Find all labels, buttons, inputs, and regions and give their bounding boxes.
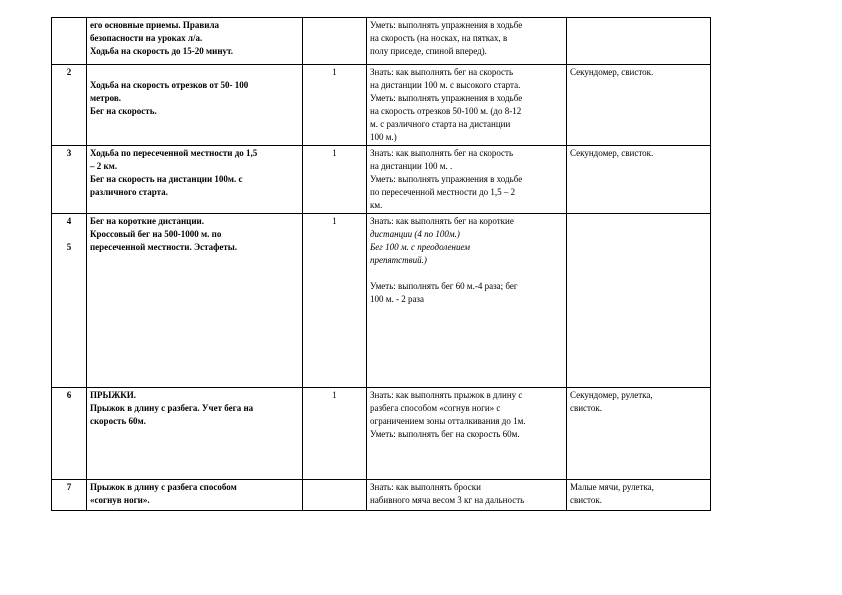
lesson-equipment [567, 65, 711, 146]
requirement-line: Уметь: выполнять упражнения в ходьбе [370, 174, 523, 184]
table-row [52, 65, 711, 146]
requirement-line: по пересеченной местности до 1,5 – 2 [370, 187, 516, 197]
lesson-number: 2 [52, 65, 87, 146]
topic-line: Бег на короткие дистанции. [90, 216, 204, 226]
lesson-number: 3 [52, 146, 87, 214]
requirement-line: дистанции (4 по 100м.) [370, 229, 460, 239]
table-row [52, 214, 711, 388]
lesson-equipment [567, 480, 711, 511]
requirement-line: набивного мяча весом 3 кг на дальность [370, 495, 525, 505]
lesson-topic [87, 388, 303, 480]
topic-line: «согнув ноги». [90, 495, 150, 505]
lesson-equipment [567, 18, 711, 65]
requirement-line: на скорость (на носках, на пятках, в [370, 33, 508, 43]
lesson-equipment [567, 146, 711, 214]
lesson-hours [303, 18, 367, 65]
requirement-line: 100 м.) [370, 132, 397, 142]
requirement-line: полу приседе, спиной вперед). [370, 46, 487, 56]
lesson-number: 7 [52, 480, 87, 511]
topic-line: Прыжок в длину с разбега. Учет бега на [90, 403, 254, 413]
lesson-equipment [567, 388, 711, 480]
requirement-line: 100 м. - 2 раза [370, 294, 424, 304]
topic-line: Прыжок в длину с разбега способом [90, 482, 237, 492]
requirement-line: на дистанции 100 м. . [370, 161, 453, 171]
lesson-requirements [367, 146, 567, 214]
lesson-topic [87, 214, 303, 388]
topic-line: Ходьба на скорость отрезков от 50- 100 [90, 80, 249, 90]
lesson-hours: 1 [303, 65, 367, 146]
topic-line: Бег на скорость на дистанции 100м. с [90, 174, 243, 184]
topic-line: скорость 60м. [90, 416, 146, 426]
requirement-line: Знать: как выполнять бег на короткие [370, 216, 514, 226]
equipment-line: Малые мячи, рулетка, [570, 482, 654, 492]
equipment-line: свисток. [570, 403, 602, 413]
topic-line: безопасности на уроках л/а. [90, 33, 203, 43]
topic-line: Кроссовый бег на 500-1000 м. по [90, 229, 222, 239]
requirement-line: км. [370, 200, 383, 210]
topic-line: метров. [90, 93, 122, 103]
lesson-number-b: 5 [66, 242, 72, 252]
lesson-plan-table [51, 17, 711, 511]
lesson-number-a: 4 [66, 216, 72, 226]
lesson-requirements [367, 65, 567, 146]
lesson-hours: 1 [303, 214, 367, 388]
requirement-line: м. с различного старта на дистанции [370, 119, 511, 129]
equipment-line: свисток. [570, 495, 602, 505]
topic-line: различного старта. [90, 187, 168, 197]
lesson-equipment [567, 214, 711, 388]
requirement-line: Уметь: выполнять упражнения в ходьбе [370, 93, 523, 103]
requirement-line: Знать: как выполнять прыжок в длину с [370, 390, 523, 400]
requirement-line: препятствий.) [370, 255, 427, 265]
lesson-requirements [367, 480, 567, 511]
equipment-line: Секундомер, свисток. [570, 67, 654, 77]
table-row [52, 18, 711, 65]
lesson-number [52, 18, 87, 65]
topic-line: ПРЫЖКИ. [90, 390, 137, 400]
table-row [52, 388, 711, 480]
requirement-line: Знать: как выполнять бег на скорость [370, 67, 514, 77]
lesson-requirements [367, 18, 567, 65]
lesson-topic [87, 146, 303, 214]
equipment-line: Секундомер, рулетка, [570, 390, 653, 400]
lesson-hours: 1 [303, 146, 367, 214]
equipment-line: Секундомер, свисток. [570, 148, 654, 158]
requirement-line: ограничением зоны отталкивания до 1м. [370, 416, 526, 426]
requirement-line: Уметь: выполнять бег 60 м.-4 раза; бег [370, 281, 518, 291]
lesson-number: 6 [52, 388, 87, 480]
lesson-requirements [367, 214, 567, 388]
table-row [52, 146, 711, 214]
requirement-line: Знать: как выполнять бег на скорость [370, 148, 514, 158]
topic-line: Бег на скорость. [90, 106, 157, 116]
lesson-topic [87, 18, 303, 65]
requirement-line: Уметь: выполнять бег на скорость 60м. [370, 429, 520, 439]
topic-line: Ходьба на скорость до 15-20 минут. [90, 46, 233, 56]
requirement-line: Бег 100 м. с преодолением [370, 242, 471, 252]
lesson-topic [87, 480, 303, 511]
lesson-topic [87, 65, 303, 146]
topic-line: его основные приемы. Правила [90, 20, 220, 30]
requirement-line: на скорость отрезков 50-100 м. (до 8-12 [370, 106, 522, 116]
requirement-line: на дистанции 100 м. с высокого старта. [370, 80, 521, 90]
requirement-line: Уметь: выполнять упражнения в ходьбе [370, 20, 523, 30]
lesson-number [52, 214, 87, 388]
lesson-requirements [367, 388, 567, 480]
lesson-hours: 1 [303, 388, 367, 480]
topic-line: – 2 км. [90, 161, 118, 171]
lesson-hours [303, 480, 367, 511]
topic-line: Ходьба по пересеченной местности до 1,5 [90, 148, 258, 158]
topic-line: пересеченной местности. Эстафеты. [90, 242, 238, 252]
requirement-line: разбега способом «согнув ноги» с [370, 403, 501, 413]
table-row [52, 480, 711, 511]
requirement-line: Знать: как выполнять броски [370, 482, 481, 492]
